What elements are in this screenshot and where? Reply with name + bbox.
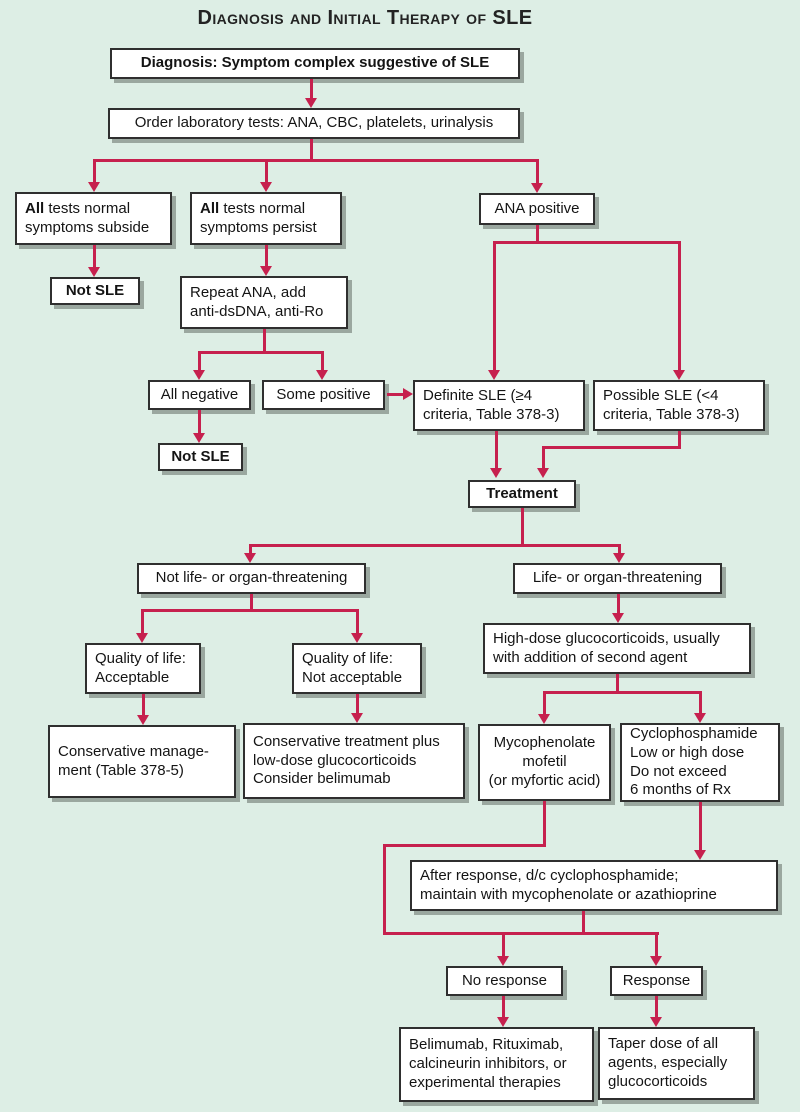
- arrowhead-down-icon: [497, 956, 509, 966]
- page-title: Diagnosis and Initial Therapy of SLE: [197, 7, 533, 29]
- node-not-life-threatening: [137, 563, 366, 594]
- arrowhead-down-icon: [612, 613, 624, 623]
- text-line: anti-dsDNA, anti-Ro: [190, 302, 324, 320]
- connector: [321, 351, 324, 371]
- text-line: Not acceptable: [302, 668, 403, 686]
- text-line: Cyclophosphamide: [630, 724, 758, 742]
- arrowhead-down-icon: [538, 714, 550, 724]
- text-line: Mycophenolate: [493, 734, 596, 752]
- text-line: Order laboratory tests: ANA, CBC, platelets, urinalysis: [134, 114, 494, 132]
- connector: [387, 393, 404, 396]
- node-qol-acceptable: [85, 643, 201, 694]
- node-conservative-management: [48, 725, 236, 798]
- arrowhead-down-icon: [260, 266, 272, 276]
- node-definite-sle: [413, 380, 585, 431]
- node-not-sle-1: [50, 277, 140, 305]
- connector: [502, 996, 505, 1019]
- arrowhead-down-icon: [537, 468, 549, 478]
- connector: [542, 446, 681, 449]
- arrowhead-down-icon: [490, 468, 502, 478]
- connector: [495, 431, 498, 470]
- text-line: criteria, Table 378-3): [603, 405, 740, 423]
- connector: [265, 159, 268, 183]
- text-line: Consider belimumab: [253, 770, 391, 788]
- connector: [493, 241, 496, 371]
- node-high-dose-glucocorticoids: [483, 623, 751, 674]
- connector: [383, 844, 546, 847]
- text-line: Diagnosis: Symptom complex suggestive of SLE: [140, 54, 490, 72]
- node-qol-not-acceptable: [292, 643, 422, 694]
- connector: [678, 241, 681, 371]
- text-line: High-dose glucocorticoids, usually: [493, 629, 720, 647]
- arrowhead-down-icon: [88, 267, 100, 277]
- connector: [141, 609, 359, 612]
- connector: [543, 691, 546, 716]
- text-line: Some positive: [276, 385, 371, 403]
- arrowhead-down-icon: [613, 553, 625, 563]
- text-line: calcineurin inhibitors, or: [409, 1055, 567, 1073]
- text-line: Repeat ANA, add: [190, 283, 306, 301]
- text-line: Acceptable: [95, 668, 170, 686]
- connector: [617, 594, 620, 615]
- node-conservative-treatment: [243, 723, 465, 799]
- text-line: Conservative manage-: [58, 742, 209, 760]
- text-line: Quality of life:: [302, 649, 393, 667]
- arrowhead-down-icon: [351, 633, 363, 643]
- text-line: Not life- or organ-threatening: [155, 569, 348, 587]
- text-line: glucocorticoids: [608, 1072, 708, 1090]
- connector: [536, 159, 539, 184]
- text-line: experimental therapies: [409, 1073, 561, 1091]
- connector: [93, 159, 539, 162]
- node-some-positive: [262, 380, 385, 410]
- node-order-tests: [108, 108, 520, 139]
- arrowhead-down-icon: [673, 370, 685, 380]
- text-line: with addition of second agent: [493, 648, 688, 666]
- text-line: Treatment: [486, 484, 558, 502]
- node-life-threatening: [513, 563, 722, 594]
- text-line: low-dose glucocorticoids: [253, 751, 417, 769]
- connector: [198, 410, 201, 434]
- text-line: (or myfortic acid): [488, 771, 601, 789]
- connector: [249, 544, 621, 547]
- arrowhead-down-icon: [193, 433, 205, 443]
- connector: [93, 159, 96, 183]
- connector: [502, 932, 505, 958]
- text-line: Not SLE: [171, 447, 230, 465]
- text-line: Belimumab, Rituximab,: [409, 1036, 564, 1054]
- connector: [655, 932, 658, 958]
- node-after-response: [410, 860, 778, 911]
- arrowhead-down-icon: [488, 370, 500, 380]
- connector: [265, 245, 268, 268]
- text-line: Taper dose of all: [608, 1035, 719, 1053]
- arrowhead-down-icon: [694, 713, 706, 723]
- text-line: Possible SLE (<4: [603, 386, 719, 404]
- connector: [383, 844, 386, 935]
- node-cyclophosphamide: [620, 723, 780, 802]
- connector: [699, 802, 702, 852]
- node-all-negative: [148, 380, 251, 410]
- text-line: All negative: [160, 385, 239, 403]
- node-no-response: [446, 966, 563, 996]
- connector: [142, 694, 145, 717]
- arrowhead-down-icon: [136, 633, 148, 643]
- node-repeat-ana: [180, 276, 348, 329]
- node-tests-normal-persist: [190, 192, 342, 245]
- node-possible-sle: [593, 380, 765, 431]
- arrowhead-down-icon: [650, 1017, 662, 1027]
- arrowhead-down-icon: [650, 956, 662, 966]
- arrowhead-down-icon: [497, 1017, 509, 1027]
- arrowhead-down-icon: [351, 713, 363, 723]
- node-tests-normal-subside: [15, 192, 172, 245]
- text-line: All tests normal: [200, 199, 306, 217]
- text-line: After response, d/c cyclophosphamide;: [420, 866, 679, 884]
- text-line: Not SLE: [65, 281, 125, 299]
- connector: [356, 609, 359, 635]
- connector: [542, 446, 545, 470]
- text-line: ANA positive: [494, 199, 580, 217]
- node-belimumab-rituximab: [399, 1027, 594, 1102]
- connector: [356, 694, 359, 715]
- arrowhead-down-icon: [137, 715, 149, 725]
- text-line: ment (Table 378-5): [58, 761, 184, 779]
- connector: [198, 351, 201, 371]
- arrowhead-down-icon: [694, 850, 706, 860]
- connector: [141, 609, 144, 635]
- connector: [383, 932, 659, 935]
- text-line: Quality of life:: [95, 649, 186, 667]
- connector: [655, 996, 658, 1019]
- node-taper-dose: [598, 1027, 755, 1100]
- node-ana-positive: [479, 193, 595, 225]
- node-diagnosis: [110, 48, 520, 79]
- text-line: Low or high dose: [630, 743, 745, 761]
- text-line: mofetil: [522, 753, 567, 771]
- arrowhead-down-icon: [244, 553, 256, 563]
- text-line: symptoms subside: [25, 218, 150, 236]
- node-mycophenolate: [478, 724, 611, 801]
- text-line: No response: [461, 971, 548, 989]
- text-line: Conservative treatment plus: [253, 732, 440, 750]
- text-line: Life- or organ-threatening: [532, 569, 703, 587]
- connector: [198, 351, 324, 354]
- text-line: Do not exceed: [630, 762, 727, 780]
- text-line: criteria, Table 378-3): [423, 405, 560, 423]
- text-line: symptoms persist: [200, 218, 317, 236]
- connector: [493, 241, 681, 244]
- arrowhead-down-icon: [316, 370, 328, 380]
- arrowhead-down-icon: [531, 183, 543, 193]
- arrowhead-down-icon: [193, 370, 205, 380]
- text-line: 6 months of Rx: [630, 781, 731, 799]
- arrowhead-down-icon: [88, 182, 100, 192]
- text-line: agents, especially: [608, 1054, 728, 1072]
- text-line: Response: [622, 971, 691, 989]
- arrowhead-down-icon: [260, 182, 272, 192]
- connector: [310, 79, 313, 100]
- node-response: [610, 966, 703, 996]
- arrowhead-right-icon: [403, 388, 413, 400]
- arrowhead-down-icon: [305, 98, 317, 108]
- text-line: All tests normal: [25, 199, 131, 217]
- text-line: maintain with mycophenolate or azathioprine: [420, 885, 717, 903]
- connector: [699, 691, 702, 715]
- node-not-sle-2: [158, 443, 243, 471]
- connector: [521, 508, 524, 547]
- connector: [93, 245, 96, 269]
- node-treatment: [468, 480, 576, 508]
- text-line: Definite SLE (≥4: [423, 386, 533, 404]
- connector: [543, 801, 546, 847]
- connector: [543, 691, 702, 694]
